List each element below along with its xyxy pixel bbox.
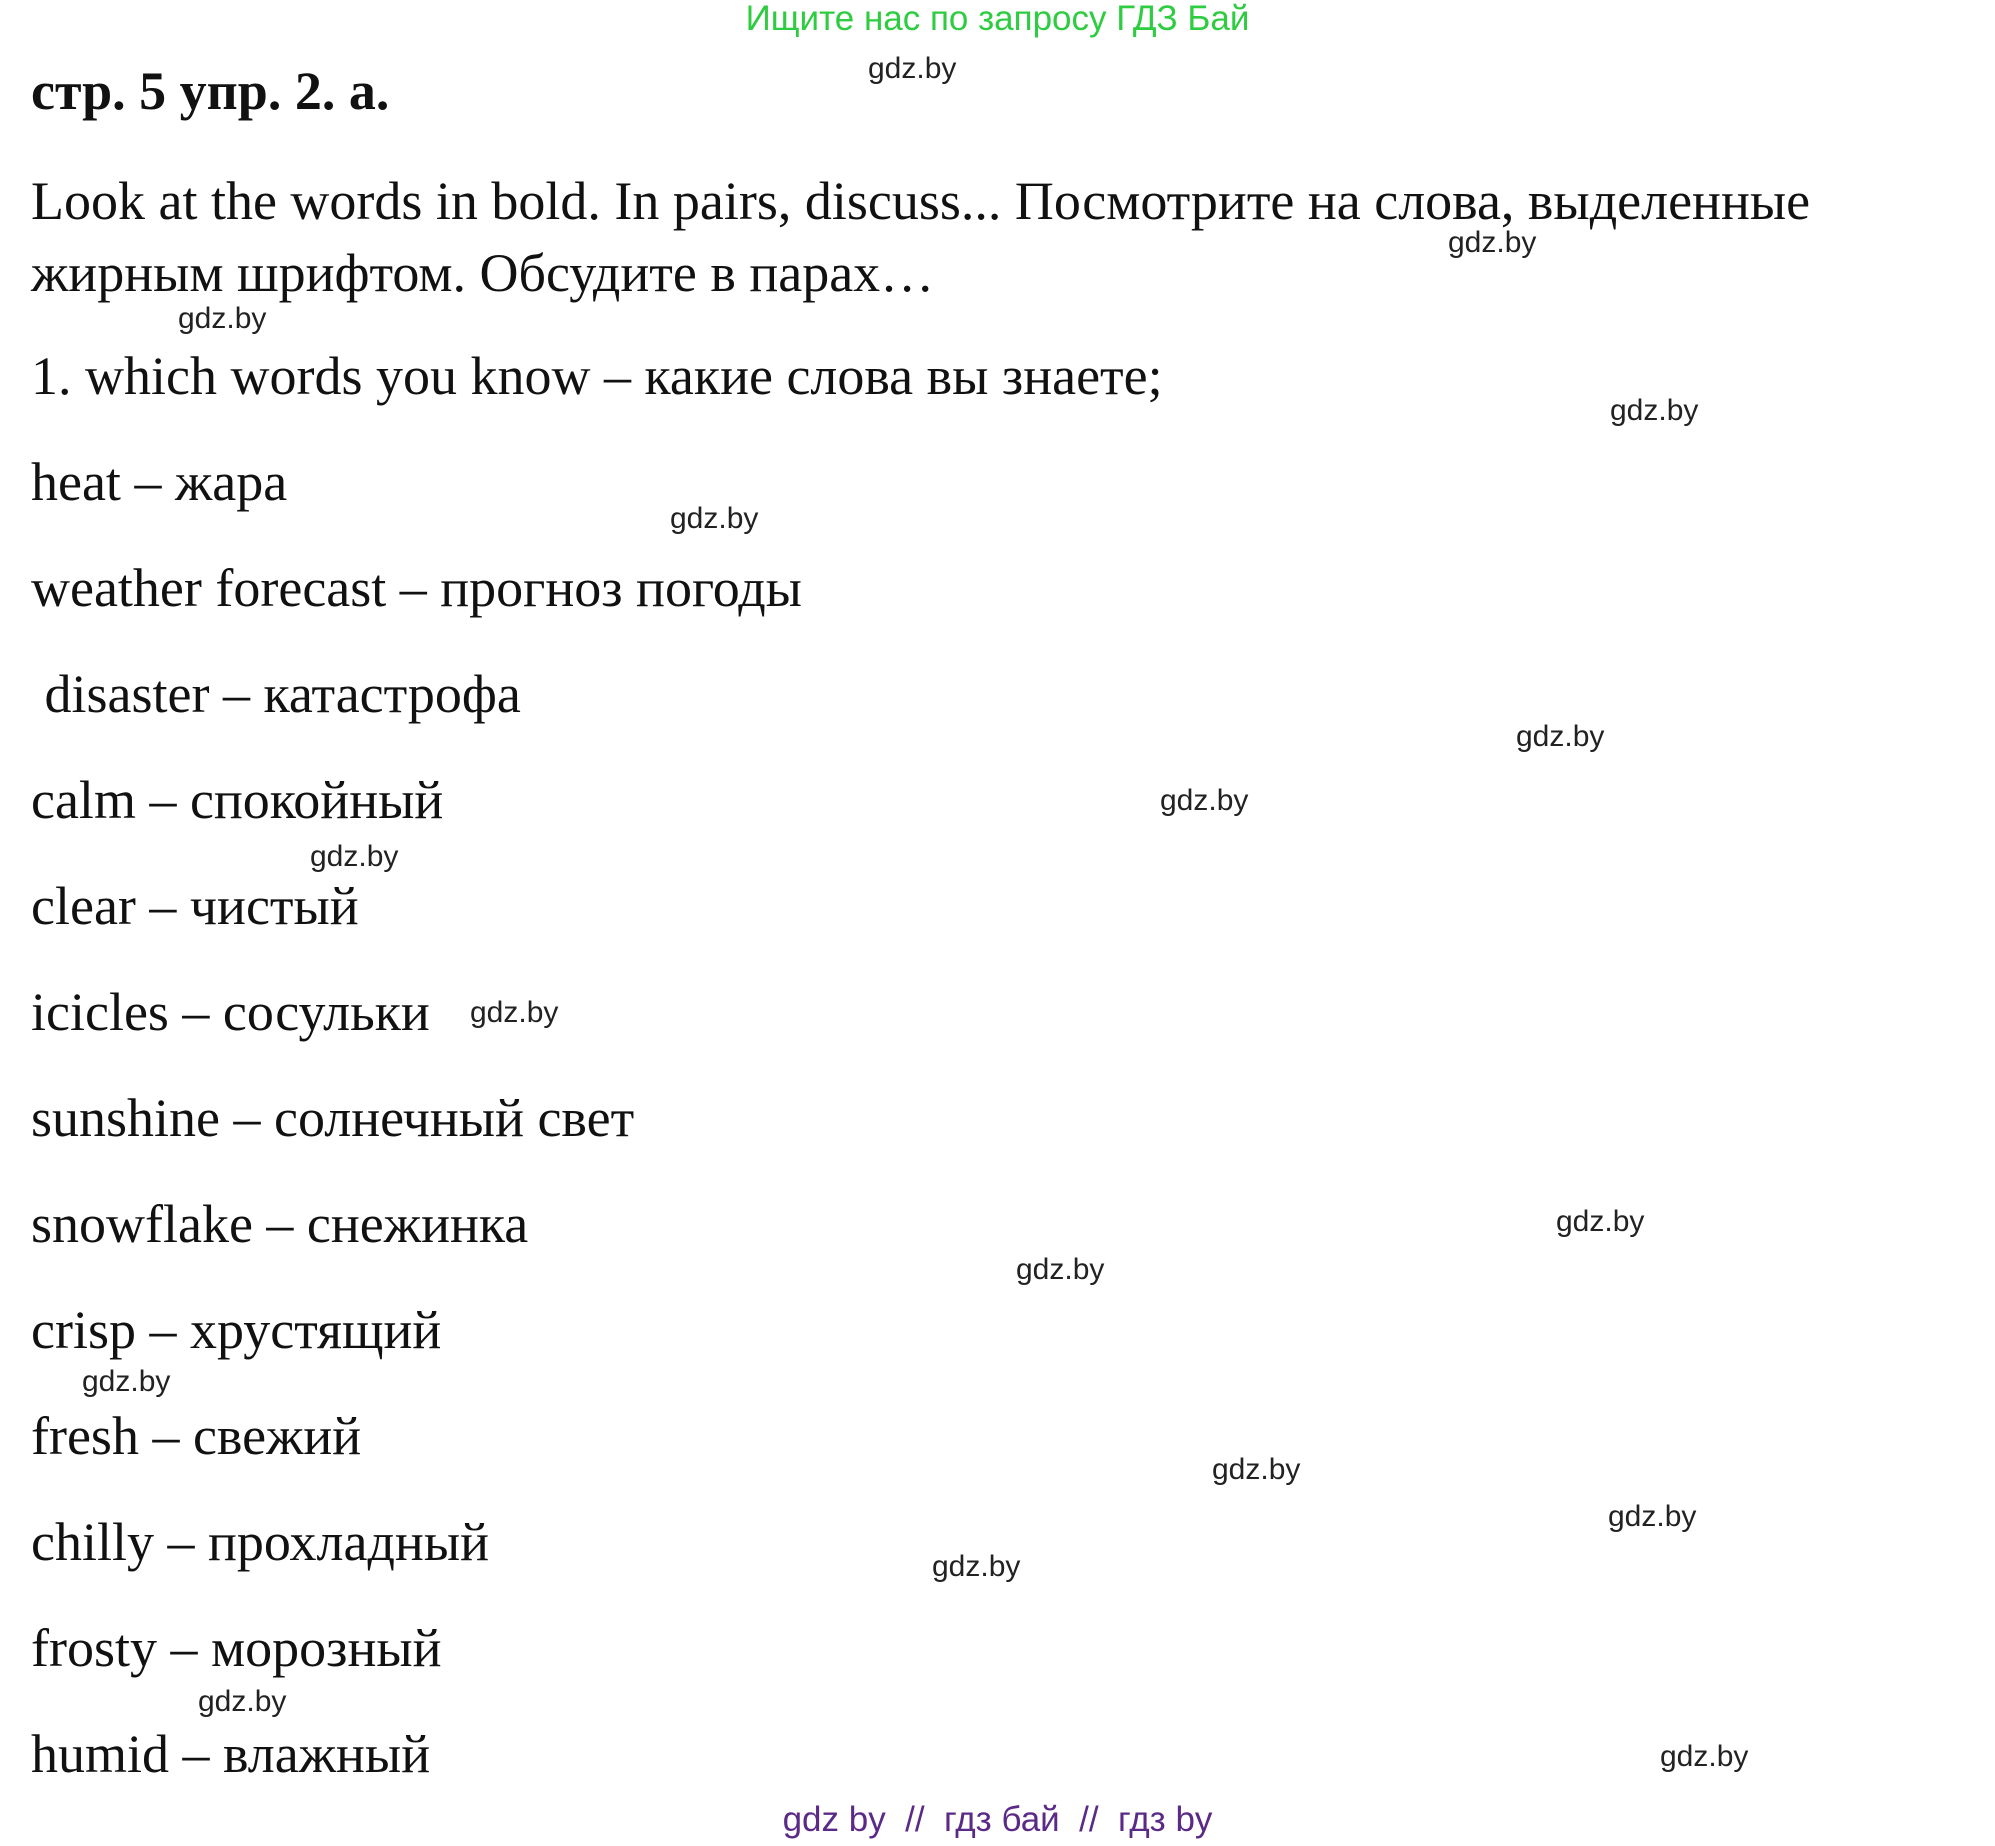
vocab-item-weather-forecast: weather forecast – прогноз погоды <box>31 558 802 618</box>
vocab-item-icicles: icicles – сосульки <box>31 982 430 1042</box>
vocab-item-snowflake: snowflake – снежинка <box>31 1194 529 1254</box>
watermark: gdz.by <box>1160 784 1249 817</box>
vocab-item-frosty: frosty – морозный <box>31 1618 442 1678</box>
watermark: gdz.by <box>198 1685 287 1718</box>
watermark: gdz.by <box>1610 394 1699 427</box>
footer-watermark: gdz by // гдз бай // гдз by <box>782 1800 1213 1839</box>
watermark: gdz.by <box>1660 1740 1749 1773</box>
vocab-item-chilly: chilly – прохладный <box>31 1512 489 1572</box>
vocab-item-humid: humid – влажный <box>31 1724 431 1784</box>
vocab-item-crisp: crisp – хрустящий <box>31 1300 442 1360</box>
exercise-instructions: Look at the words in bold. In pairs, discuss... Посмотрите на слова, выделенные жирным шрифтом. Обсудите в парах… <box>31 171 1811 303</box>
task-question: 1. which words you know – какие слова вы знаете; <box>31 346 1163 406</box>
watermark: gdz.by <box>82 1365 171 1398</box>
watermark: gdz.by <box>932 1550 1021 1583</box>
watermark: gdz.by <box>1448 226 1537 259</box>
top-banner-link[interactable]: Ищите нас по запросу ГДЗ Бай <box>745 0 1250 38</box>
watermark: gdz.by <box>1212 1453 1301 1486</box>
exercise-heading: стр. 5 упр. 2. a. <box>31 61 390 121</box>
vocab-item-disaster: disaster – катастрофа <box>31 664 521 724</box>
watermark: gdz.by <box>670 502 759 535</box>
watermark: gdz.by <box>470 996 559 1029</box>
watermark: gdz.by <box>868 52 957 85</box>
watermark: gdz.by <box>1608 1500 1697 1533</box>
watermark: gdz.by <box>1016 1253 1105 1286</box>
vocab-item-calm: calm – спокойный <box>31 770 444 830</box>
vocab-item-fresh: fresh – свежий <box>31 1406 362 1466</box>
watermark: gdz.by <box>1556 1205 1645 1238</box>
watermark: gdz.by <box>1516 720 1605 753</box>
vocab-item-clear: clear – чистый <box>31 876 359 936</box>
watermark: gdz.by <box>310 840 399 873</box>
vocab-item-heat: heat – жара <box>31 452 288 512</box>
vocabulary-list <box>31 450 802 1828</box>
vocab-item-sunshine: sunshine – солнечный свет <box>31 1088 635 1148</box>
watermark: gdz.by <box>178 302 267 335</box>
